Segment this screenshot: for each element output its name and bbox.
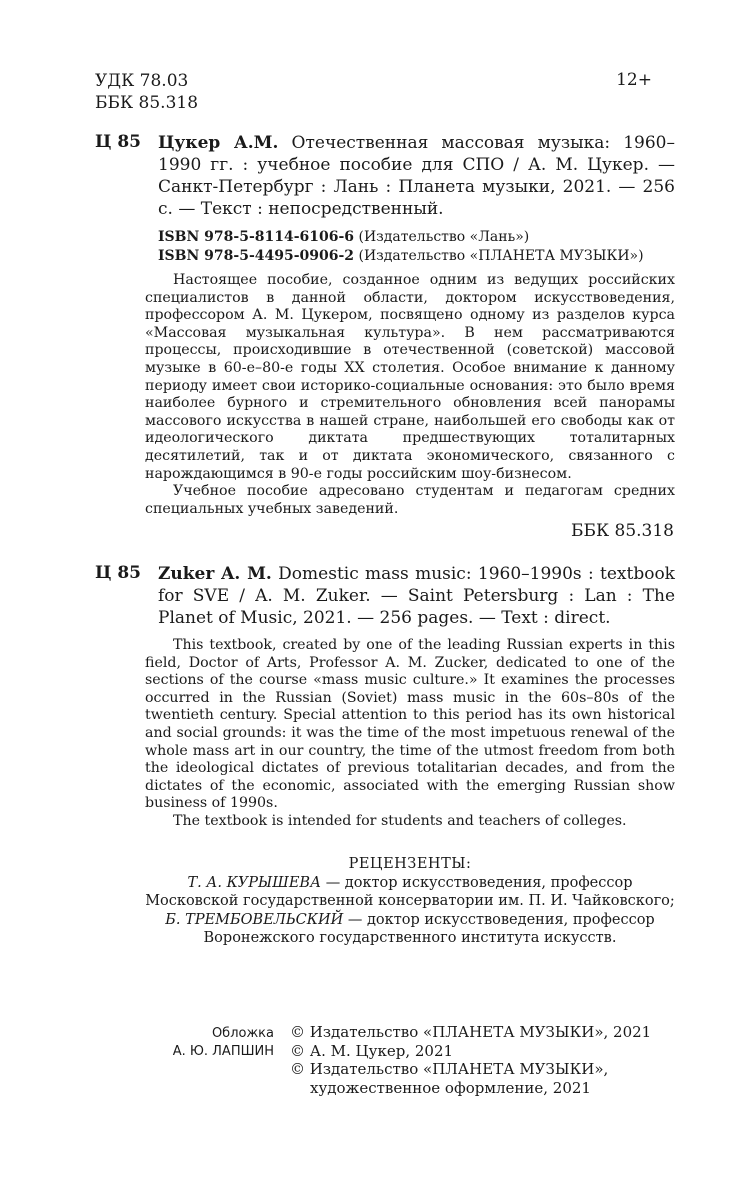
reviewer-1 [140,874,680,893]
isbn-2: ISBN 978-5-4495-0906-2 [158,248,355,264]
udk-code: УДК 78.03 [95,71,189,91]
ru-annotation [145,272,675,518]
isbn-block [158,228,675,266]
isbn-line-1 [158,228,675,247]
en-annotation-paragraph-1: This textbook, created by one of the leading Russian experts in this field, Doctor of Arts, Professor A. M. Zucker, dedicated to one of the sections of the course «mass music culture.» It examines the processes occurred in the Russian (Soviet) mass music in the 60s–80s of the twentieth century. Special attention to this period has its own historical and social grounds: it was the time of the most impetuous renewal of the whole mass art in our country, the time of the utmost freedom from both the ideological dictates of previous totalitarian decades, and from the dictates of the economic, associated with the emerging Russian show business of 1990s. [145,637,675,812]
isbn-2-publisher: (Издательство «ПЛАНЕТА МУЗЫКИ») [358,248,644,264]
age-rating: 12+ [616,70,652,90]
reviewer-2-org: Воронежского государственного института искусств. [203,930,617,946]
en-description: Domestic mass music: 1960–1990s : textbook for SVE / A. M. Zuker. — Saint Petersburg : Lan : The Planet of Music, 2021. — 256 pages. — Text : direct. [158,564,675,628]
isbn-1: ISBN 978-5-8114-6106-6 [158,229,355,245]
ru-description: Отечественная массовая музыка: 1960–1990 гг. : учебное пособие для СПО / А. М. Цукер. — Санкт-Петербург : Лань : Планета музыки, 2021. — 256 с. — Текст : непосредственный. [158,133,676,219]
ru-author-code: Ц 85 [95,132,142,152]
reviewers-heading: РЕЦЕНЗЕНТЫ: [348,856,472,872]
isbn-1-publisher: (Издательство «Лань») [358,229,530,245]
ru-bibliographic-entry [95,132,675,266]
copyright-2: © А. М. Цукер, 2021 [290,1041,454,1060]
cover-credit [100,1025,274,1061]
cover-label: Обложка [211,1026,274,1041]
en-citation [158,563,675,629]
ru-annotation-paragraph-1: Настоящее пособие, созданное одним из ведущих российских специалистов в данной области, доктором искусствоведения, профессором А. М. Цукером, посвящено одному из разделов курса «Массовая музыкальная культура». В нем рассматриваются процессы, происходившие в отечественной (советской) массовой музыке в 60-е–80-е годы XX столетия. Особое внимание к данному периоду имеет свои историко-социальные основания: это было время наиболее бурного и стремительного обновления всей панорамы массового искусства в нашей стране, наибольшей его свободы как от идеологического диктата предшествующих тоталитарных десятилетий, так и от диктата экономического, связанного с нарождающимся в 90-е годы российским шоу-бизнесом. [145,272,675,482]
copyright-3: © Издательство «ПЛАНЕТА МУЗЫКИ», [290,1060,609,1078]
en-bibliographic-entry [95,563,675,629]
copyright-1: © Издательство «ПЛАНЕТА МУЗЫКИ», 2021 [290,1023,652,1041]
reviewer-2-title: — доктор искусствоведения, профессор [347,911,655,928]
en-author: Zuker A. M. [158,564,272,584]
en-author-code: Ц 85 [95,563,142,583]
cover-artist: А. Ю. ЛАПШИН [172,1044,274,1059]
bbk-code: ББК 85.318 [95,93,199,113]
isbn-line-2 [158,247,675,266]
copyright-3-continued: художественное оформление, 2021 [310,1078,591,1097]
reviewer-1-name: Т. А. КУРЫШЕВА [187,874,322,891]
reviewers-block [140,855,680,948]
reviewer-2 [140,911,680,930]
copyright-block [290,1023,690,1097]
classification-block [95,70,198,114]
ru-annotation-paragraph-2: Учебное пособие адресовано студентам и педагогам средних специальных учебных заведений. [145,483,675,517]
ru-citation [158,132,675,220]
bbk-code-right: ББК 85.318 [570,521,674,541]
reviewer-1-org: Московской государственной консерватории им. П. И. Чайковского; [145,893,675,909]
ru-author: Цукер А.М. [158,133,279,153]
reviewer-2-name: Б. ТРЕМБОВЕЛЬСКИЙ [165,911,344,928]
en-annotation-paragraph-2: The textbook is intended for students and teachers of colleges. [173,812,627,829]
en-annotation [145,637,675,831]
reviewer-1-title: — доктор искусствоведения, профессор [325,874,633,891]
